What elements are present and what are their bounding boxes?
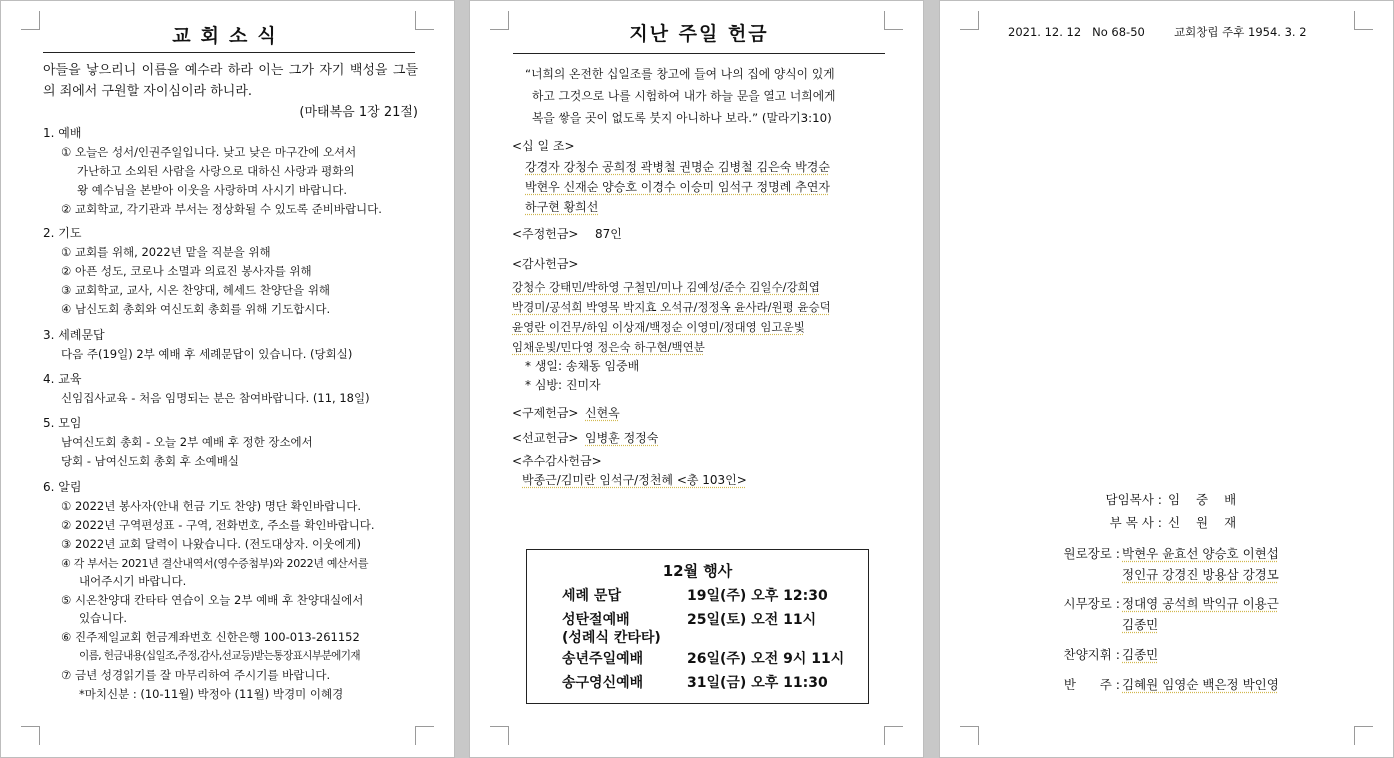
news-item: ① 교회를 위해, 2022년 맡을 직분을 위해 [61, 245, 271, 259]
section-heading: 5. 모임 [43, 416, 82, 430]
name-list: 신현옥 [585, 406, 620, 420]
news-item: ⑦ 금년 성경읽기를 잘 마무리하여 주시기를 바랍니다. [61, 668, 331, 682]
staff-name: 김혜원 임영순 백은정 박인영 [1122, 677, 1279, 692]
news-item: 왕 예수님을 본받아 이웃을 사랑하며 사시기 바랍니다. [77, 183, 347, 197]
name-list: 박종근/김미란 임석구/정천혜 <총 103인> [522, 473, 747, 487]
event-name: 세례 문답 [562, 588, 621, 604]
events-title: 12월 행사 [662, 562, 733, 580]
title-divider [513, 53, 885, 54]
crop-mark [960, 726, 979, 745]
news-item: 이름, 헌금내용(십일조,주정,감사,선교등)받는통장표시부분에기재 [79, 650, 361, 662]
name-list: 박현우 신재순 양승호 이경수 이승미 임석구 정명례 추연자 [525, 180, 830, 194]
bible-verse: 아들을 낳으리니 이름을 예수라 하라 이는 그가 자기 백성을 그들의 죄에서 구원할 자이심이라 하니라. [43, 63, 418, 99]
staff-label: 시무장로 : [1063, 596, 1120, 611]
title-divider [43, 52, 415, 53]
news-item: 신임집사교육 - 처음 임명되는 분은 참여바랍니다. (11, 18일) [61, 391, 370, 405]
crop-mark [884, 11, 903, 30]
event-name: 성탄절예배 [562, 612, 630, 628]
section-heading: 2. 기도 [43, 226, 82, 240]
staff-label: 부 목 사 : [1109, 515, 1162, 530]
section-heading: 3. 세례문답 [43, 328, 105, 342]
staff-name: 임 중 배 [1168, 492, 1243, 507]
news-item: ② 2022년 구역편성표 - 구역, 전화번호, 주소를 확인바랍니다. [61, 518, 375, 532]
scripture-quote: 복을 쌓을 곳이 없도록 붓지 아니하나 보라.” (말라기3:10) [532, 111, 832, 125]
crop-mark [415, 726, 434, 745]
page-offerings [469, 0, 924, 758]
event-name: (성례식 칸타타) [562, 630, 661, 646]
page-church-news [0, 0, 455, 758]
crop-mark [884, 726, 903, 745]
news-item: ④ 남신도회 총회와 여신도회 총회를 위해 기도합시다. [61, 302, 331, 316]
news-item: ③ 교회학교, 교사, 시온 찬양대, 헤세드 찬양단을 위해 [61, 283, 331, 297]
event-name: 송년주일예배 [562, 651, 644, 667]
news-item: ⑤ 시온찬양대 칸타타 연습이 오늘 2부 예배 후 찬양대실에서 [61, 593, 364, 607]
name-list: 강경자 강청수 공희정 곽병철 권명순 김병철 김은숙 박경순 [525, 160, 830, 174]
news-item: ① 2022년 봉사자(안내 헌금 기도 찬양) 명단 확인바랍니다. [61, 499, 361, 513]
news-item: 당회 - 남여신도회 총회 후 소예배실 [61, 454, 239, 468]
offering-heading: <감사헌금> [512, 257, 579, 271]
staff-name: 신 원 재 [1168, 515, 1243, 530]
page-staff [939, 0, 1394, 758]
december-events-box [526, 549, 869, 704]
name-list: 임채운빛/민다영 정은숙 하구현/백연분 [512, 340, 705, 354]
event-time: 26일(주) 오전 9시 11시 [687, 651, 845, 667]
news-item: 다음 주(19일) 2부 예배 후 세례문답이 있습니다. (당회실) [61, 347, 353, 361]
crop-mark [21, 11, 40, 30]
news-item: ⑥ 진주제일교회 헌금계좌번호 신한은행 100-013-261152 [61, 630, 360, 644]
staff-label: 담임목사 : [1105, 492, 1162, 507]
staff-name: 박현우 윤효선 양승호 이현섭 [1122, 546, 1279, 561]
name-list: 하구현 황희선 [525, 200, 599, 214]
scripture-quote: 하고 그것으로 나를 시험하여 내가 하늘 문을 열고 너희에게 [532, 89, 836, 103]
crop-mark [490, 11, 509, 30]
news-item: 내어주시기 바랍니다. [79, 574, 187, 588]
offering-heading: <추수감사헌금> [512, 454, 602, 468]
verse-reference: (마태복음 1장 21절) [299, 105, 418, 120]
news-item: 있습니다. [79, 611, 128, 625]
offering-heading: <십 일 조> [512, 139, 575, 153]
page-title: 지난 주일 헌금 [629, 23, 769, 45]
event-time: 25일(토) 오전 11시 [687, 612, 817, 628]
section-heading: 4. 교육 [43, 372, 82, 386]
staff-name: 정대영 공석희 박익규 이용근 [1122, 596, 1279, 611]
offering-heading: <구제헌금> [512, 406, 579, 420]
bulletin-header: 2021. 12. 12 No 68-50 교회창립 주후 1954. 3. 2 [1008, 25, 1307, 39]
news-item: ③ 2022년 교회 달력이 나왔습니다. (전도대상자. 이웃에게) [61, 537, 361, 551]
name-list: 윤영란 이건무/하임 이상재/백정순 이영미/정대영 임고운빛 [512, 320, 805, 334]
news-item: 남여신도회 총회 - 오늘 2부 예배 후 정한 장소에서 [61, 435, 313, 449]
name-list: 박경미/공석희 박영목 박지효 오석규/정정옥 윤사라/원평 윤승덕 [512, 300, 831, 314]
staff-name: 김종민 [1122, 647, 1159, 662]
crop-mark [415, 11, 434, 30]
staff-label: 반 주 : [1063, 677, 1120, 692]
staff-name: 김종민 [1122, 617, 1159, 632]
name-list: 강청수 강태민/박하영 구철민/미나 김예성/준수 김일수/강희엽 [512, 280, 820, 294]
offering-heading: <주정헌금> [512, 227, 579, 241]
event-time: 19일(주) 오후 12:30 [687, 588, 828, 604]
crop-mark [1354, 11, 1373, 30]
staff-label: 찬양지휘 : [1063, 647, 1120, 662]
page-title: 교회소식 [172, 25, 286, 47]
crop-mark [960, 11, 979, 30]
offering-heading: <선교헌금> [512, 431, 579, 445]
scripture-quote: “너희의 온전한 십일조를 창고에 들여 나의 집에 양식이 있게 [525, 67, 835, 81]
crop-mark [490, 726, 509, 745]
staff-label: 원로장로 : [1063, 546, 1120, 561]
news-item: ② 교회학교, 각기관과 부서는 정상화될 수 있도록 준비바랍니다. [61, 202, 382, 216]
offering-count: 87인 [595, 227, 622, 241]
news-item: ② 아픈 성도, 코로나 소멸과 의료진 봉사자를 위해 [61, 264, 312, 278]
crop-mark [1354, 726, 1373, 745]
event-name: 송구영신예배 [562, 675, 644, 691]
visit-note: * 심방: 진미자 [525, 378, 601, 392]
news-item: ④ 각 부서는 2021년 결산내역서(영수증첨부)와 2022년 예산서를 [61, 557, 369, 570]
news-item: ① 오늘은 성서/인권주일입니다. 낮고 낮은 마구간에 오셔서 [61, 145, 357, 159]
section-heading: 1. 예배 [43, 126, 82, 140]
crop-mark [21, 726, 40, 745]
staff-name: 정인규 강경진 방용삼 강경모 [1122, 567, 1279, 582]
news-item: 가난하고 소외된 사람을 사랑으로 대하신 사랑과 평화의 [77, 164, 355, 178]
name-list: 임병훈 정정숙 [585, 431, 659, 445]
news-item: *마치신분 : (10-11월) 박정아 (11월) 박경미 이혜경 [79, 687, 344, 701]
birthday-note: * 생일: 송채동 임중배 [525, 359, 640, 373]
section-heading: 6. 알림 [43, 480, 82, 494]
event-time: 31일(금) 오후 11:30 [687, 675, 828, 691]
